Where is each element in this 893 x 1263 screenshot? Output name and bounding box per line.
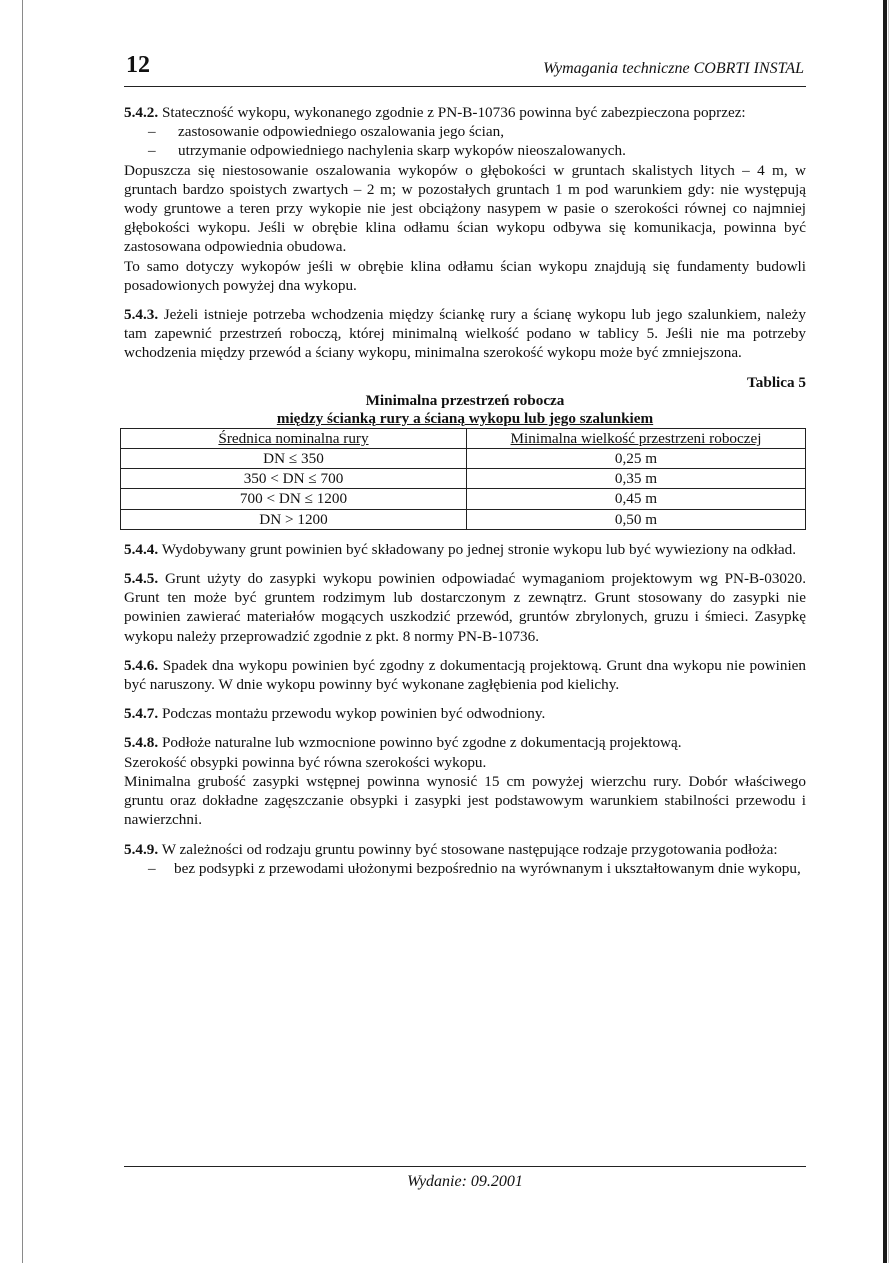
scan-edge-right-shadow (888, 0, 889, 1263)
section-number: 5.4.8. (124, 734, 159, 752)
table-title (124, 392, 806, 428)
paragraph-text: Szerokość obsypki powinna być równa szerokości wykopu. (124, 753, 487, 771)
dash-list (124, 122, 806, 160)
section-5-4-6 (124, 656, 806, 694)
scan-edge-right (883, 0, 887, 1263)
section-number: 5.4.2. (124, 104, 159, 121)
section-5-4-9 (124, 840, 806, 878)
paragraph-text: To samo dotyczy wykopów jeśli w obrębie klina odłamu ścian wykopu znajdują się fundamenty budowli posadowionych powyżej dna wykopu. (124, 257, 806, 294)
table-cell: 0,35 m (467, 469, 806, 489)
section-number: 5.4.3. (124, 306, 159, 324)
table-title-line-2: między ścianką rury a ścianą wykopu lub jego szalunkiem (276, 409, 654, 427)
section-number: 5.4.5. (124, 570, 159, 588)
list-item: – zastosowanie odpowiedniego oszalowania jego ścian, (148, 122, 806, 141)
paragraph-text: Dopuszcza się niestosowanie oszalowania wykopów o głębokości w gruntach skalistych litych – 4 m, w gruntach bardzo spoistych zwartych – 2 m; w pozostałych gruntach 1 m pod warunkiem gdy: nie występują wody gruntowe a teren przy wykopie nie jest obciążony nasypem w pasie o szerokości równej co najmniej głębokości wykopu. Jeśli w obrębie klina odłamu ścian wykopu odbywa się komunikacja, powinna być zastosowana odpowiednia obudowa. (124, 161, 806, 256)
section-5-4-7 (124, 704, 806, 723)
section-number: 5.4.9. (124, 840, 159, 858)
table-cell: DN ≤ 350 (121, 449, 467, 469)
section-5-4-2-intro (124, 103, 806, 122)
paragraph-text: Minimalna grubość zasypki wstępnej powinna wynosić 15 cm powyżej wierzchu rury. Dobór właściwego gruntu oraz dokładne zagęszczanie obsypki i zasypki jest podstawowym warunkiem stabilności przewodu i nawierzchni. (124, 772, 806, 829)
page-number: 12 (126, 52, 150, 78)
paragraph-text: Jeżeli istnieje potrzeba wchodzenia między ściankę rury a ścianę wykopu lub jego szalunkiem, należy tam zapewnić przestrzeń roboczą, której minimalną wielkość podano w tablicy 5. Jeśli nie ma potrzeby wchodzenia między przewód a ściany wykopu, minimalna szerokość wykopu może być zmniejszona. (124, 306, 807, 362)
section-5-4-5 (124, 569, 806, 646)
section-number: 5.4.7. (124, 705, 159, 723)
section-number: 5.4.4. (124, 540, 159, 558)
document-page (124, 50, 806, 888)
section-5-4-8 (124, 733, 806, 829)
list-item: – utrzymanie odpowiedniego nachylenia skarp wykopów nieoszalowanych. (148, 141, 806, 160)
table-cell: 0,45 m (467, 489, 806, 509)
table-cell: DN > 1200 (121, 509, 467, 529)
table-cell: 0,50 m (467, 509, 806, 529)
edition-label: Wydanie: 09.2001 (407, 1173, 523, 1190)
paragraph-text: Spadek dna wykopu powinien być zgodny z dokumentacją projektową. Grunt dna wykopu nie powinien być naruszony. W dnie wykopu powinny być wykonane zagłębienia pod kielichy. (124, 656, 807, 694)
document-content (124, 103, 806, 878)
section-number: 5.4.6. (124, 656, 159, 674)
table-row (121, 489, 806, 509)
section-5-4-2 (124, 103, 806, 295)
table-row (121, 469, 806, 489)
paragraph-text: W zależności od rodzaju gruntu powinny być stosowane następujące rodzaje przygotowania podłoża: (161, 840, 778, 858)
table-row (121, 509, 806, 529)
table-cell: 700 < DN ≤ 1200 (121, 489, 467, 509)
paragraph-text: Podczas montażu przewodu wykop powinien być odwodniony. (161, 705, 546, 723)
column-header: Minimalna wielkość przestrzeni roboczej (467, 428, 806, 448)
dash-list (124, 859, 806, 878)
paragraph-text: Stateczność wykopu, wykonanego zgodnie z PN-B-10736 powinna być zabezpieczona poprzez: (161, 104, 746, 121)
scan-edge-left (22, 0, 23, 1263)
section-5-4-3 (124, 305, 806, 363)
paragraph-text: Wydobywany grunt powinien być składowany po jednej stronie wykopu lub być wywieziony na odkład. (161, 540, 797, 558)
page-footer (124, 1166, 806, 1191)
table-5 (120, 428, 806, 530)
page-header (124, 50, 806, 87)
column-header: Średnica nominalna rury (121, 428, 467, 448)
table-cell: 0,25 m (467, 449, 806, 469)
table-cell: 350 < DN ≤ 700 (121, 469, 467, 489)
running-title: Wymagania techniczne COBRTI INSTAL (543, 60, 804, 77)
paragraph-text: Grunt użyty do zasypki wykopu powinien odpowiadać wymaganiom projektowym wg PN-B-03020. Grunt ten może być gruntem rodzimym lub dostarczonym z zewnątrz. Grunt stosowany do zasypki nie powinien zawierać materiałów mogących uszkodzić przewód, gruntów zbrylonych, gruzu i śmieci. Zasypkę wykopu należy przeprowadzić zgodnie z pkt. 8 normy PN-B-10736. (124, 570, 806, 645)
section-5-4-4 (124, 540, 806, 559)
table-title-line-1: Minimalna przestrzeń robocza (365, 391, 565, 409)
paragraph-text: Podłoże naturalne lub wzmocnione powinno być zgodne z dokumentacją projektową. (161, 734, 682, 752)
table-label: Tablica 5 (747, 373, 806, 391)
table-row (121, 449, 806, 469)
list-item: – bez podsypki z przewodami ułożonymi bezpośrednio na wyrównanym i ukształtowanym dnie wykopu, (148, 859, 806, 878)
table-header-row (121, 428, 806, 448)
